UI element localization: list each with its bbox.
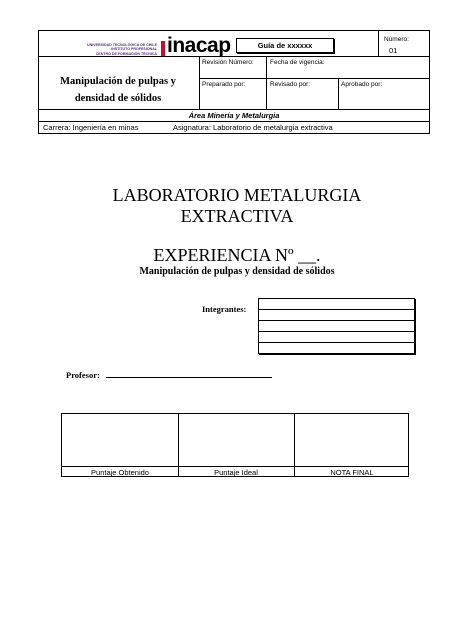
area-label: Área Minería y Metalurgia [188,111,280,120]
institution-line: INSTITUTO PROFESIONAL [111,47,157,52]
experience-title: EXPERIENCIA Nº __. [153,245,321,265]
members-row[interactable] [259,310,414,321]
final-grade-label: NOTA FINAL [330,467,374,477]
header-table [38,30,430,134]
career-label: Carrera: Ingeniería en minas [43,123,139,132]
divider [199,56,200,109]
score-ideal-label: Puntaje Ideal [214,467,258,477]
institution-line: CENTRO DE FORMACIÓN TÉCNICA [95,51,157,56]
main-title-line1: LABORATORIO METALURGIA [112,185,362,205]
reviewed-label: Revisado por: [270,81,311,88]
subtitle: Manipulación de pulpas y densidad de sólidos [139,266,335,277]
main-title-line2: EXTRACTIVA [180,206,294,226]
logo: inacap [167,34,231,57]
logo-bar [161,41,165,56]
professor-line[interactable] [106,377,272,378]
members-row[interactable] [259,332,414,343]
divider [338,78,339,109]
members-row[interactable] [259,299,414,310]
score-table [61,413,409,477]
divider [199,78,429,79]
divider [39,109,429,110]
divider [39,121,429,122]
professor-label: Profesor: [66,370,100,380]
divider [378,31,379,56]
approved-label: Aprobado por: [341,81,383,88]
revision-label: Revisión Número: [202,59,254,66]
guide-label: Guía de xxxxxx [236,38,334,53]
validity-label: Fecha de vigencia: [270,59,325,66]
members-row[interactable] [259,321,414,332]
members-table[interactable] [258,298,415,354]
members-row[interactable] [259,343,414,354]
score-obtained-label: Puntaje Obtenido [91,467,149,477]
subject-label: Asignatura: Laboratorio de metalurgia extractiva [173,123,333,132]
institution-lines [49,43,157,56]
prepared-label: Preparado por: [202,81,246,88]
divider [266,56,267,109]
doc-title: Manipulación de pulpas y densidad de sólidos [60,76,176,104]
members-label: Integrantes: [202,304,247,314]
number-label: Número: [384,36,409,43]
institution-line: UNIVERSIDAD TECNOLÓGICA DE CHILE [87,43,157,47]
number-value: 01 [389,46,398,55]
